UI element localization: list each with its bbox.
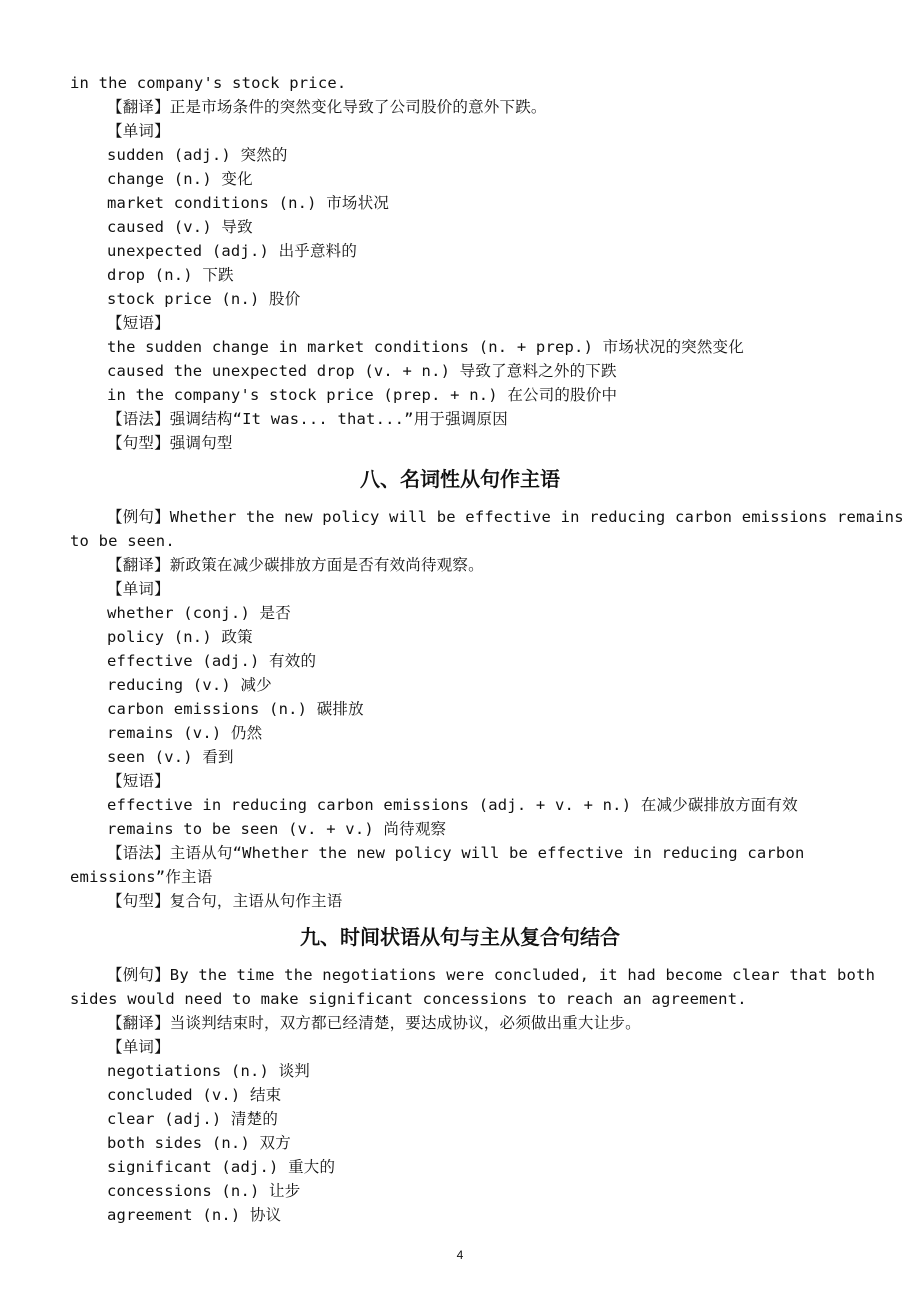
grammar-line: 【语法】强调结构“It was... that...”用于强调原因: [107, 410, 508, 428]
word-item: caused (v.) 导致: [107, 218, 253, 236]
pattern-line: 【句型】复合句，主语从句作主语: [107, 892, 343, 910]
grammar-line-cont: emissions”作主语: [70, 868, 213, 886]
words-label: 【单词】: [107, 1038, 170, 1056]
word-item: both sides (n.) 双方: [107, 1134, 291, 1152]
word-item: agreement (n.) 协议: [107, 1206, 282, 1224]
translation-line: 【翻译】当谈判结束时，双方都已经清楚，要达成协议，必须做出重大让步。: [107, 1014, 641, 1032]
phrase-item: the sudden change in market conditions (n. + prep.) 市场状况的突然变化: [107, 338, 744, 356]
word-item: policy (n.) 政策: [107, 628, 253, 646]
phrases-label: 【短语】: [107, 772, 170, 790]
word-item: concessions (n.) 让步: [107, 1182, 301, 1200]
word-item: clear (adj.) 清楚的: [107, 1110, 279, 1128]
phrase-item: in the company's stock price (prep. + n.) 在公司的股价中: [107, 386, 618, 404]
word-item: remains (v.) 仍然: [107, 724, 263, 742]
example-line-cont: to be seen.: [70, 532, 175, 550]
phrase-item: remains to be seen (v. + v.) 尚待观察: [107, 820, 447, 838]
pattern-line: 【句型】强调句型: [107, 434, 233, 452]
phrase-item: caused the unexpected drop (v. + n.) 导致了意料之外的下跌: [107, 362, 617, 380]
word-item: drop (n.) 下跌: [107, 266, 234, 284]
phrases-label: 【短语】: [107, 314, 170, 332]
grammar-line: 【语法】主语从句“Whether the new policy will be effective in reducing carbon: [107, 844, 805, 862]
phrase-item: effective in reducing carbon emissions (adj. + v. + n.) 在减少碳排放方面有效: [107, 796, 798, 814]
section-heading: 九、时间状语从句与主从复合句结合: [300, 925, 620, 949]
page-number: 4: [456, 1248, 464, 1262]
translation-line: 【翻译】新政策在减少碳排放方面是否有效尚待观察。: [107, 556, 484, 574]
example-sentence-end: in the company's stock price.: [70, 74, 347, 92]
word-item: effective (adj.) 有效的: [107, 652, 317, 670]
example-line-cont: sides would need to make significant concessions to reach an agreement.: [70, 990, 747, 1008]
word-item: seen (v.) 看到: [107, 748, 234, 766]
words-label: 【单词】: [107, 122, 170, 140]
word-item: significant (adj.) 重大的: [107, 1158, 336, 1176]
word-item: change (n.) 变化: [107, 170, 253, 188]
word-item: unexpected (adj.) 出乎意料的: [107, 242, 358, 260]
word-item: sudden (adj.) 突然的: [107, 146, 288, 164]
word-item: negotiations (n.) 谈判: [107, 1062, 310, 1080]
word-item: stock price (n.) 股价: [107, 290, 301, 308]
word-item: whether (conj.) 是否: [107, 604, 291, 622]
word-item: concluded (v.) 结束: [107, 1086, 282, 1104]
translation-line: 【翻译】正是市场条件的突然变化导致了公司股价的意外下跌。: [107, 98, 547, 116]
word-item: carbon emissions (n.) 碳排放: [107, 700, 364, 718]
example-line: 【例句】By the time the negotiations were concluded, it had become clear that both: [107, 966, 876, 984]
example-line: 【例句】Whether the new policy will be effective in reducing carbon emissions remains: [107, 508, 904, 526]
words-label: 【单词】: [107, 580, 170, 598]
section-heading: 八、名词性从句作主语: [360, 467, 560, 491]
word-item: reducing (v.) 减少: [107, 676, 272, 694]
word-item: market conditions (n.) 市场状况: [107, 194, 390, 212]
